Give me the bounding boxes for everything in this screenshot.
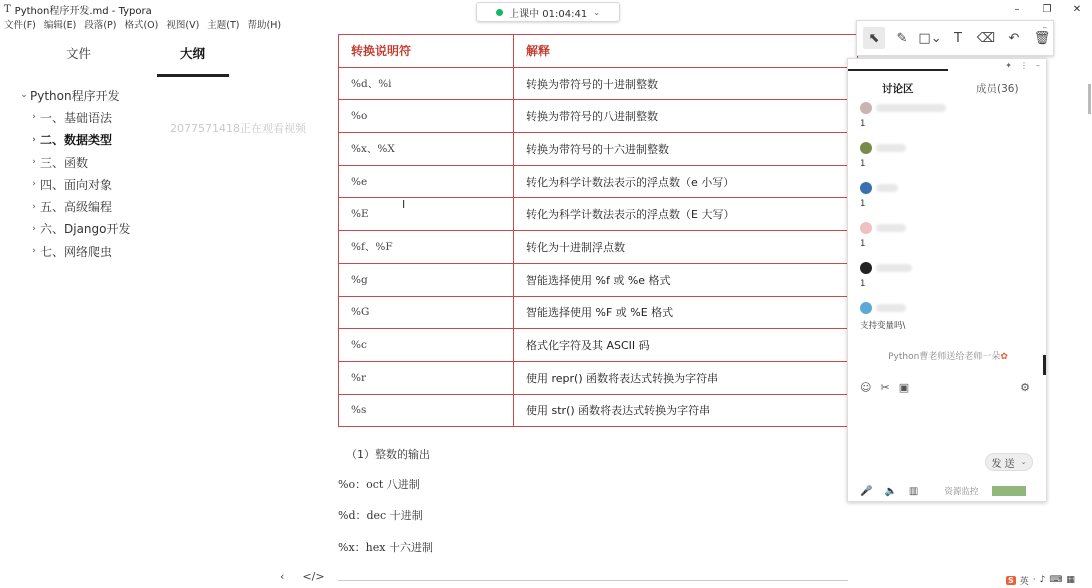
live-dot-icon bbox=[496, 9, 503, 16]
body-line[interactable]: %d：dec 十进制 bbox=[338, 509, 423, 522]
sidebar-tabs bbox=[0, 44, 320, 70]
table-header-row bbox=[339, 35, 858, 68]
chevron-right-icon[interactable]: › bbox=[32, 112, 36, 123]
avatar[interactable] bbox=[860, 182, 872, 194]
text-cursor-icon: I bbox=[402, 198, 406, 211]
table-cell[interactable]: 转换为带符号的十进制整数 bbox=[514, 67, 858, 100]
format-specifier-table bbox=[338, 34, 858, 427]
outline-tree bbox=[18, 84, 131, 262]
blurred-username bbox=[876, 144, 906, 152]
message-text: 支持变量吗\ bbox=[860, 321, 906, 331]
chat-message bbox=[860, 261, 912, 289]
chevron-right-icon[interactable]: › bbox=[32, 223, 36, 234]
live-session-indicator[interactable] bbox=[476, 2, 620, 22]
outline-item-label: 三、函数 bbox=[40, 155, 89, 170]
blurred-username bbox=[876, 224, 906, 232]
chat-input-tools bbox=[860, 381, 909, 394]
pen-icon[interactable]: ✎ bbox=[896, 30, 908, 46]
table-row bbox=[339, 329, 858, 362]
table-cell[interactable]: %d、%i bbox=[339, 67, 514, 100]
menu-edit[interactable]: 编辑(E) bbox=[43, 20, 77, 31]
chat-window-controls bbox=[1005, 61, 1040, 70]
keyboard-icon[interactable]: ⌨ bbox=[1049, 575, 1063, 585]
window-title: Python程序开发.md - Typora bbox=[14, 5, 152, 17]
minimize-icon[interactable]: – bbox=[1036, 61, 1040, 70]
blurred-username bbox=[876, 104, 946, 112]
table-cell[interactable]: 转化为科学计数法表示的浮点数（E 大写） bbox=[514, 198, 858, 231]
chevron-right-icon[interactable]: › bbox=[32, 179, 36, 190]
undo-icon[interactable]: ↶ bbox=[1008, 30, 1020, 46]
chevron-down-icon[interactable]: ⌄ bbox=[1020, 458, 1027, 466]
input-language-icon[interactable]: 英 bbox=[1019, 576, 1029, 587]
outline-root-label: Python程序开发 bbox=[30, 88, 120, 103]
maximize-button[interactable]: ❐ bbox=[1042, 3, 1052, 15]
speaker-icon[interactable]: 🔈 bbox=[884, 485, 897, 497]
table-cell[interactable]: %e bbox=[339, 165, 514, 198]
resource-monitor-bar bbox=[992, 486, 1026, 496]
chevron-right-icon[interactable]: › bbox=[32, 201, 36, 212]
table-cell[interactable]: %o bbox=[339, 100, 514, 133]
avatar[interactable] bbox=[860, 222, 872, 234]
emoji-icon[interactable]: ☺ bbox=[860, 381, 872, 394]
chat-message bbox=[860, 301, 906, 331]
body-line[interactable]: %x：hex 十六进制 bbox=[338, 541, 433, 554]
chevron-down-icon[interactable]: ⌄ bbox=[20, 90, 28, 101]
section-heading[interactable]: （1）整数的输出 bbox=[346, 448, 430, 461]
menu-file[interactable]: 文件(F) bbox=[4, 20, 36, 31]
gift-text: Python曹老师送给老师一朵 bbox=[888, 352, 1001, 362]
document-scrollbar[interactable] bbox=[1088, 84, 1091, 114]
chevron-down-icon: ⌄ bbox=[593, 7, 600, 17]
table-header: 转换说明符 bbox=[339, 35, 514, 68]
outline-item[interactable] bbox=[18, 240, 131, 262]
outline-item-label: 六、Django开发 bbox=[40, 222, 131, 237]
table-cell[interactable]: 转换为带符号的八进制整数 bbox=[514, 100, 858, 133]
minimize-toolbar-button[interactable]: – bbox=[1042, 23, 1047, 33]
live-session-label: 上课中 01:04:41 bbox=[509, 8, 588, 20]
chat-scrollbar[interactable] bbox=[1043, 355, 1046, 375]
message-text: 1 bbox=[860, 119, 866, 129]
table-row bbox=[339, 165, 858, 198]
table-cell[interactable]: 转换为带符号的十六进制整数 bbox=[514, 133, 858, 166]
table-row bbox=[339, 198, 858, 231]
system-tray bbox=[1006, 572, 1092, 588]
message-text: 1 bbox=[860, 199, 866, 209]
tab-outline[interactable]: 大纲 bbox=[180, 46, 206, 61]
window-controls bbox=[1002, 0, 1092, 18]
outline-item[interactable] bbox=[18, 151, 131, 173]
menu-bar bbox=[0, 18, 285, 34]
settings-icon[interactable]: ⚙ bbox=[1020, 381, 1030, 394]
chevron-right-icon[interactable]: › bbox=[32, 246, 36, 257]
table-row bbox=[339, 263, 858, 296]
outline-item[interactable] bbox=[18, 218, 131, 240]
divider bbox=[338, 580, 848, 581]
table-cell[interactable]: %x、%X bbox=[339, 133, 514, 166]
image-icon[interactable]: ▣ bbox=[898, 381, 910, 394]
table-cell[interactable]: %f、%F bbox=[339, 231, 514, 264]
annotation-toolbar bbox=[856, 20, 1054, 56]
menu-format[interactable]: 格式(O) bbox=[124, 20, 159, 31]
menu-view[interactable]: 视图(V) bbox=[166, 20, 200, 31]
chevron-right-icon[interactable]: › bbox=[32, 134, 36, 145]
gift-notice bbox=[848, 349, 1048, 362]
avatar[interactable] bbox=[860, 262, 872, 274]
tab-members[interactable]: 成员(36) bbox=[976, 83, 1019, 95]
chat-message bbox=[860, 101, 946, 129]
outline-item[interactable] bbox=[18, 173, 131, 195]
table-row bbox=[339, 231, 858, 264]
table-row bbox=[339, 296, 858, 329]
table-cell[interactable]: 使用 str() 函数将表达式转换为字符串 bbox=[514, 394, 858, 427]
source-mode-button[interactable]: </> bbox=[302, 570, 325, 583]
table-cell[interactable]: 使用 repr() 函数将表达式转换为字符串 bbox=[514, 361, 858, 394]
menu-paragraph[interactable]: 段落(P) bbox=[84, 20, 117, 31]
pointer-icon[interactable]: ⬉ bbox=[863, 27, 885, 49]
blurred-username bbox=[876, 264, 912, 272]
chat-message bbox=[860, 181, 898, 209]
outline-item-label: 二、数据类型 bbox=[40, 133, 113, 148]
outline-root[interactable] bbox=[18, 84, 131, 106]
menu-help[interactable]: 帮助(H) bbox=[247, 20, 282, 31]
table-row bbox=[339, 394, 858, 427]
table-cell[interactable]: %E bbox=[339, 198, 514, 231]
message-text: 1 bbox=[860, 239, 866, 249]
table-cell[interactable]: 转化为科学计数法表示的浮点数（e 小写） bbox=[514, 165, 858, 198]
table-cell[interactable]: 转化为十进制浮点数 bbox=[514, 231, 858, 264]
viewer-watermark: 2077571418正在观看视频 bbox=[170, 122, 306, 135]
outline-item-label: 五、高级编程 bbox=[40, 200, 113, 215]
chat-panel bbox=[847, 58, 1047, 502]
chat-message bbox=[860, 221, 906, 249]
active-tab-indicator bbox=[157, 74, 229, 77]
outline-item-label: 一、基础语法 bbox=[40, 110, 113, 125]
send-button-label: 发 送 bbox=[991, 458, 1015, 470]
table-cell[interactable]: %g bbox=[339, 263, 514, 296]
tab-files[interactable]: 文件 bbox=[66, 46, 92, 61]
table-cell[interactable]: %c bbox=[339, 329, 514, 362]
grid-icon[interactable]: ▦ bbox=[1066, 575, 1075, 585]
minimize-button[interactable]: – bbox=[1014, 3, 1020, 15]
chat-message bbox=[860, 141, 906, 169]
body-line[interactable]: %o：oct 八进制 bbox=[338, 478, 420, 491]
chevron-right-icon[interactable]: › bbox=[32, 157, 36, 168]
avatar[interactable] bbox=[860, 142, 872, 154]
chat-footer bbox=[848, 481, 1048, 501]
collapse-sidebar-button[interactable]: ‹ bbox=[280, 570, 285, 583]
sidebar bbox=[0, 34, 320, 588]
chat-tabs bbox=[848, 73, 1046, 95]
send-button[interactable] bbox=[985, 453, 1033, 471]
outline-item-label: 七、网络爬虫 bbox=[40, 244, 113, 259]
table-cell[interactable]: %G bbox=[339, 296, 514, 329]
table-cell[interactable]: %r bbox=[339, 361, 514, 394]
scissors-icon[interactable]: ✂ bbox=[880, 381, 890, 394]
tab-discussion[interactable]: 讨论区 bbox=[882, 83, 914, 95]
table-header: 解释 bbox=[514, 35, 858, 68]
punctuation-icon[interactable]: · bbox=[1032, 575, 1036, 585]
message-text: 1 bbox=[860, 159, 866, 169]
blurred-username bbox=[876, 184, 898, 192]
audio-icon[interactable]: ♪ bbox=[1039, 575, 1046, 585]
stats-icon[interactable]: ▥ bbox=[908, 485, 919, 497]
table-cell[interactable]: 智能选择使用 %F 或 %E 格式 bbox=[514, 296, 858, 329]
table-row bbox=[339, 67, 858, 100]
typora-app-icon: T bbox=[4, 3, 11, 15]
document-editor[interactable] bbox=[338, 34, 848, 588]
avatar[interactable] bbox=[860, 102, 872, 114]
blurred-username bbox=[876, 304, 906, 312]
outline-item[interactable] bbox=[18, 129, 131, 151]
outline-item-label: 四、面向对象 bbox=[40, 177, 113, 192]
close-button[interactable]: ✕ bbox=[1072, 3, 1082, 15]
eraser-icon[interactable]: ⌫ bbox=[976, 30, 996, 46]
table-cell[interactable]: %s bbox=[339, 394, 514, 427]
table-row bbox=[339, 100, 858, 133]
text-icon[interactable]: T bbox=[954, 30, 962, 46]
flower-icon: ✿ bbox=[1000, 352, 1008, 362]
more-icon[interactable]: ⋮ bbox=[1020, 61, 1028, 70]
outline-item[interactable] bbox=[18, 195, 131, 217]
table-row bbox=[339, 361, 858, 394]
pin-icon[interactable]: ✦ bbox=[1005, 61, 1012, 70]
bottom-nav bbox=[280, 570, 325, 583]
trash-icon[interactable]: 🗑 bbox=[1033, 30, 1051, 46]
resource-monitor-label[interactable]: 资源监控 bbox=[944, 487, 979, 497]
menu-theme[interactable]: 主题(T) bbox=[207, 20, 240, 31]
microphone-icon[interactable]: 🎤 bbox=[860, 485, 873, 497]
active-tab-indicator bbox=[848, 69, 948, 71]
table-cell[interactable]: 格式化字符及其 ASCII 码 bbox=[514, 329, 858, 362]
outline-item[interactable] bbox=[18, 106, 131, 128]
table-cell[interactable]: 智能选择使用 %f 或 %e 格式 bbox=[514, 263, 858, 296]
rectangle-icon[interactable]: □⌄ bbox=[918, 30, 942, 46]
table-row bbox=[339, 133, 858, 166]
ime-icon[interactable]: S bbox=[1008, 575, 1014, 585]
message-text: 1 bbox=[860, 279, 866, 289]
avatar[interactable] bbox=[860, 302, 872, 314]
